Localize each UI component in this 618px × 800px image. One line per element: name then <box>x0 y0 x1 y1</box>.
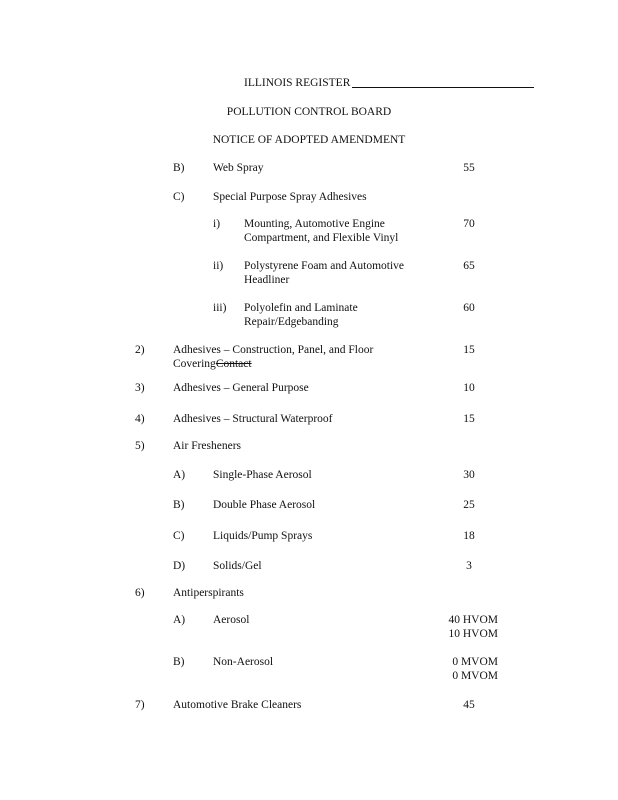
item-text: Adhesives – Structural Waterproof <box>173 413 333 425</box>
item-value-2: 10 HVOM <box>448 628 498 640</box>
item-label: 7) <box>135 699 145 711</box>
item-label: D) <box>173 560 186 572</box>
item-text-line2: Repair/Edgebanding <box>244 316 339 328</box>
item-label: B) <box>173 162 185 174</box>
item-label: B) <box>173 656 185 668</box>
item-value: 15 <box>463 344 475 356</box>
item-text-line2 <box>173 357 252 371</box>
item-label: C) <box>173 530 185 542</box>
item-text-line1: Adhesives – Construction, Panel, and Floor <box>173 344 374 356</box>
item-text: Air Fresheners <box>173 440 242 452</box>
item-text: Liquids/Pump Sprays <box>213 530 313 542</box>
item-value: 18 <box>463 530 475 542</box>
item-label: i) <box>213 218 221 230</box>
item-label: 5) <box>135 440 145 452</box>
board-title: POLLUTION CONTROL BOARD <box>226 106 392 118</box>
item-label: C) <box>173 191 185 203</box>
item-value-1: 0 MVOM <box>452 656 498 668</box>
item-value: 3 <box>466 560 472 572</box>
item-text: Double Phase Aerosol <box>213 499 316 511</box>
item-text-line1: Mounting, Automotive Engine <box>244 218 385 230</box>
item-value: 30 <box>463 469 475 481</box>
item-value: 55 <box>463 162 475 174</box>
item-label: 4) <box>135 413 145 425</box>
item-text: Special Purpose Spray Adhesives <box>213 191 367 203</box>
item-label: B) <box>173 499 185 511</box>
notice-title: NOTICE OF ADOPTED AMENDMENT <box>212 134 406 146</box>
item-value: 10 <box>463 382 475 394</box>
register-title: ILLINOIS REGISTER <box>244 77 351 89</box>
item-text: Web Spray <box>213 162 264 174</box>
item-value-1: 40 HVOM <box>448 614 498 626</box>
item-text-line2: Compartment, and Flexible Vinyl <box>244 232 399 244</box>
item-text: Single-Phase Aerosol <box>213 469 312 481</box>
item-text-line2: Headliner <box>244 274 290 286</box>
item-text-line1: Polyolefin and Laminate <box>244 302 358 314</box>
item-label: 6) <box>135 587 145 599</box>
register-underline <box>352 87 534 88</box>
item-label: 2) <box>135 344 145 356</box>
item-text: Adhesives – General Purpose <box>173 382 309 394</box>
item-text: Aerosol <box>213 614 250 626</box>
item-value: 65 <box>463 260 475 272</box>
item-text: Automotive Brake Cleaners <box>173 699 302 711</box>
item-text: Solids/Gel <box>213 560 262 572</box>
item-text: Non-Aerosol <box>213 656 274 668</box>
item-text: Antiperspirants <box>173 587 244 599</box>
item-value: 15 <box>463 413 475 425</box>
item-label: iii) <box>213 302 227 314</box>
item-value-2: 0 MVOM <box>452 670 498 682</box>
item-value: 45 <box>463 699 475 711</box>
item-value: 60 <box>463 302 475 314</box>
item-text-line1: Polystyrene Foam and Automotive <box>244 260 405 272</box>
item-label: A) <box>173 469 186 481</box>
item-value: 70 <box>463 218 475 230</box>
item-label: A) <box>173 614 186 626</box>
struck-text: Contact <box>215 358 252 370</box>
item-label: 3) <box>135 382 145 394</box>
item-text-covering: Covering <box>173 358 216 370</box>
item-label: ii) <box>213 260 224 272</box>
item-value: 25 <box>463 499 475 511</box>
